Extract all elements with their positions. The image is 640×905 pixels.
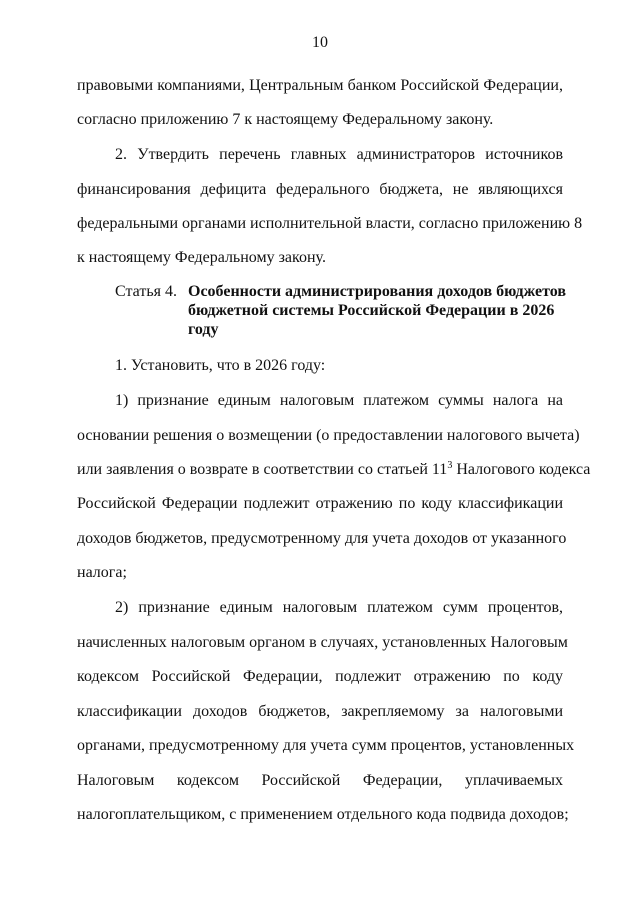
text-line: правовыми компаниями, Центральным банком Российской Федерации, [77,77,563,94]
article-label: Статья 4. [115,283,177,300]
text-line: 2) признание единым налоговым платежом сумм процентов, [115,599,563,616]
text-segment: или заявления о возврате в соответствии со статьей 11 [77,461,448,478]
text-line: органами, предусмотренному для учета сумм процентов, установленных [77,737,575,754]
text-line: 2. Утвердить перечень главных администраторов источников [115,146,563,163]
text-line: федеральными органами исполнительной власти, согласно приложению 8 [77,215,583,232]
text-segment: Налогового кодекса [452,461,591,478]
text-line: налогоплательщиком, с применением отдельного кода подвида доходов; [77,806,569,823]
article-title-line: Особенности администрирования доходов бюджетов [188,283,566,300]
text-line: налога; [77,564,127,581]
text-line: финансирования дефицита федерального бюджета, не являющихся [77,181,563,198]
article-title [188,282,564,339]
text-line-with-superscript [77,460,591,480]
superscript: 3 [447,460,453,471]
text-line: 1) признание единым налоговым платежом суммы налога на [115,392,563,409]
text-line: Налоговым кодексом Российской Федерации, уплачиваемых [77,772,563,789]
text-line: основании решения о возмещении (о предоставлении налогового вычета) [77,427,580,444]
text-line: согласно приложению 7 к настоящему Федеральному закону. [77,111,494,128]
text-line: к настоящему Федеральному закону. [77,249,326,266]
text-line: кодексом Российской Федерации, подлежит отражению по коду [77,668,563,685]
text-line: Российской Федерации подлежит отражению по коду классификации [77,495,563,512]
article-title-line: бюджетной системы Российской Федерации в 2026 [188,302,555,319]
text-line: начисленных налоговым органом в случаях, установленных Налоговым [77,634,568,651]
article-title-line: году [188,321,219,338]
text-line: 1. Установить, что в 2026 году: [115,357,326,374]
text-line: доходов бюджетов, предусмотренному для учета доходов от указанного [77,530,567,547]
page-number: 10 [312,34,328,51]
text-line: классификации доходов бюджетов, закрепляемому за налоговыми [77,703,563,720]
